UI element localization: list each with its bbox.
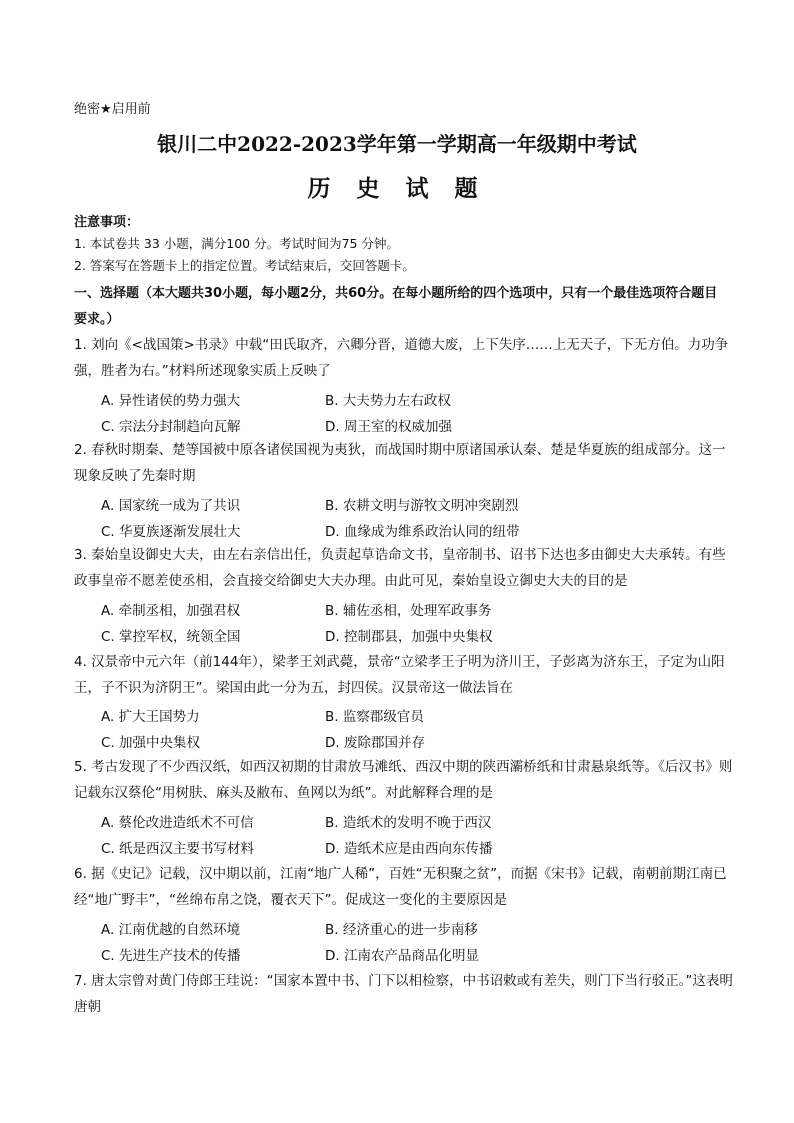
question-4-option-b: B. 监察郡级官员 bbox=[325, 709, 424, 725]
question-3-option-d: D. 控制郡县，加强中央集权 bbox=[325, 629, 493, 645]
question-4-stem: 4. 汉景帝中元六年（前144年），梁孝王刘武薨，景帝“立梁孝王子明为济川王，子彭离为济东王，子定为山阳王，子不识为济阴王”。梁国由此一分为五，封四侯。汉景帝这一做法旨在 bbox=[74, 654, 725, 696]
note-item-2: 2. 答案写在答题卡上的指定位置。考试结束后，交回答题卡。 bbox=[74, 258, 415, 273]
question-5-option-c: C. 纸是西汉主要书写材料 bbox=[101, 841, 255, 857]
question-4-option-a: A. 扩大王国势力 bbox=[101, 709, 200, 725]
question-2-stem: 2. 春秋时期秦、楚等国被中原各诸侯国视为夷狄，而战国时期中原诸国承认秦、楚是华夏族的组成部分。这一现象反映了先秦时期 bbox=[74, 442, 726, 484]
exam-title: 银川二中2022-2023学年第一学期高一年级期中考试 bbox=[157, 132, 637, 156]
question-2-option-c: C. 华夏族逐渐发展壮大 bbox=[101, 524, 241, 540]
confidential-label: 绝密★启用前 bbox=[74, 102, 151, 117]
question-1-option-a: A. 异性诸侯的势力强大 bbox=[101, 393, 241, 409]
question-7-stem: 7. 唐太宗曾对黄门侍郎王珪说：“国家本置中书、门下以相检察，中书诏敕或有差失，则门下当行驳正。”这表明唐朝 bbox=[74, 973, 733, 1015]
notes-heading: 注意事项： bbox=[74, 215, 140, 230]
question-4-option-c: C. 加强中央集权 bbox=[101, 735, 201, 751]
question-2-option-d: D. 血缘成为维系政治认同的纽带 bbox=[325, 524, 520, 540]
question-1-option-c: C. 宗法分封制趋向瓦解 bbox=[101, 419, 241, 435]
question-3-option-a: A. 牵制丞相，加强君权 bbox=[101, 603, 241, 619]
question-3-option-b: B. 辅佐丞相，处理军政事务 bbox=[325, 603, 492, 619]
question-2-option-b: B. 农耕文明与游牧文明冲突剧烈 bbox=[325, 498, 519, 514]
question-5-option-a: A. 蔡伦改进造纸术不可信 bbox=[101, 815, 254, 831]
question-6-stem: 6. 据《史记》记载，汉中期以前，江南“地广人稀”，百姓“无积聚之贫”，而据《宋书》记载，南朝前期江南已经“地广野丰”，“丝绵布帛之饶，覆衣天下”。促成这一变化的主要原因是 bbox=[74, 866, 727, 908]
question-6-option-c: C. 先进生产技术的传播 bbox=[101, 948, 241, 964]
question-5-option-d: D. 造纸术应是由西向东传播 bbox=[325, 841, 493, 857]
question-5-stem: 5. 考古发现了不少西汉纸，如西汉初期的甘肃放马滩纸、西汉中期的陕西灞桥纸和甘肃悬泉纸等。《后汉书》则记载东汉蔡伦“用树肤、麻头及敝布、鱼网以为纸”。对此解释合理的是 bbox=[74, 759, 733, 801]
note-item-1: 1. 本试卷共 33 小题，满分100 分。考试时间为75 分钟。 bbox=[74, 236, 399, 251]
question-2-option-a: A. 国家统一成为了共识 bbox=[101, 498, 241, 514]
exam-subtitle: 历 史 试 题 bbox=[307, 175, 487, 202]
question-1-option-d: D. 周王室的权威加强 bbox=[325, 419, 452, 435]
question-4-option-d: D. 废除郡国并存 bbox=[325, 735, 425, 751]
question-1-stem: 1. 刘向《<战国策>书录》中载“田氏取齐，六卿分晋，道德大废，上下失序……上无天子，下无方伯。力功争强，胜者为右。”材料所述现象实质上反映了 bbox=[74, 337, 729, 379]
section-heading: 一、选择题（本大题共30小题，每小题2分，共60分。在每小题所给的四个选项中，只有一个最佳选项符合题目要求。） bbox=[74, 286, 718, 327]
question-3-stem: 3. 秦始皇设御史大夫，由左右亲信出任，负责起草诰命文书，皇帝制书、诏书下达也多由御史大夫承转。有些政事皇帝不愿差使丞相，会直接交给御史大夫办理。由此可见，秦始皇设立御史大夫的目的是 bbox=[74, 547, 726, 589]
question-3-option-c: C. 掌控军权，统领全国 bbox=[101, 629, 241, 645]
question-6-option-b: B. 经济重心的进一步南移 bbox=[325, 922, 478, 938]
question-6-option-d: D. 江南农产品商品化明显 bbox=[325, 948, 479, 964]
question-5-option-b: B. 造纸术的发明不晚于西汉 bbox=[325, 815, 492, 831]
question-1-option-b: B. 大夫势力左右政权 bbox=[325, 393, 451, 409]
question-6-option-a: A. 江南优越的自然环境 bbox=[101, 922, 241, 938]
